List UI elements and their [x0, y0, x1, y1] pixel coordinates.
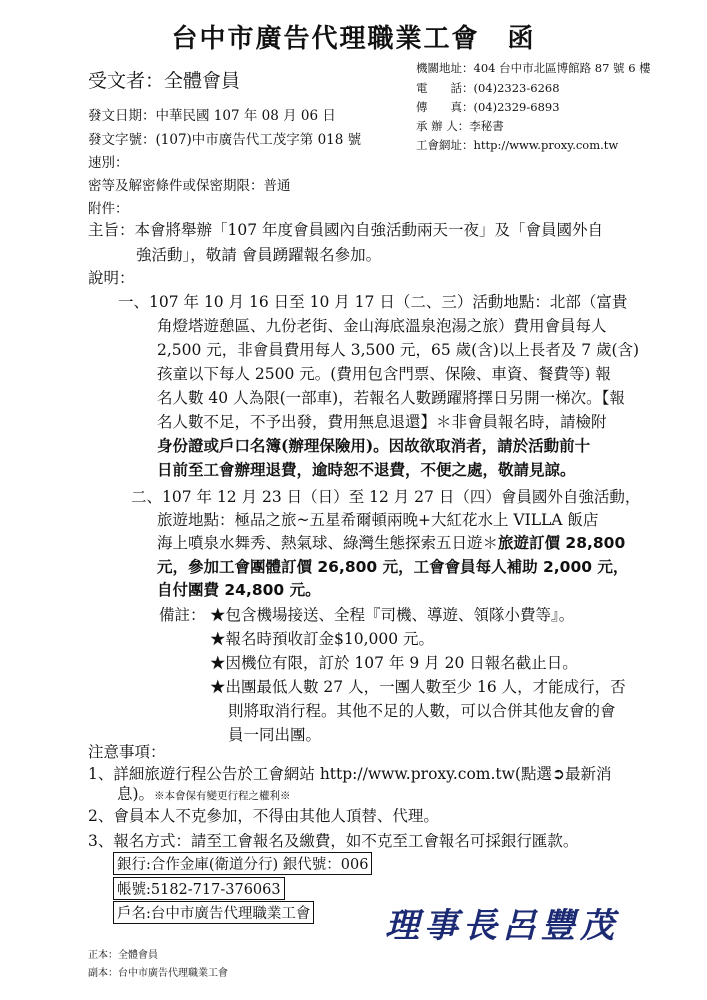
itinerary-note: ※本會保有變更行程之權利※	[154, 790, 291, 802]
item2-line-3-text: 海上噴泉水舞秀、熱氣球、綠灣生態探索五日遊＊	[157, 534, 499, 552]
item1-line-5: 名人數 40 人為限(一部車)，若報名人數踴躍將擇日另開一梯次。【報	[157, 389, 625, 407]
subject-line-2: 強活動」，敬請 會員踴躍報名參加。	[136, 246, 382, 264]
item1-line-4: 孩童以下每人 2500 元。(費用包含門票、保險、車資、餐費等) 報	[157, 365, 611, 383]
item2-line-3	[157, 531, 625, 553]
bank-account-box: 帳號:5182-717-376063	[113, 877, 285, 900]
item2-line-4: 元，參加工會團體訂價 26,800 元，工會會員每人補助 2,000 元，	[157, 558, 629, 576]
contact-website: 工會網址：http://www.proxy.com.tw	[416, 138, 619, 152]
website-link[interactable]: http://www.proxy.com.tw	[319, 765, 515, 783]
document-number: 發文字號：(107)中市廣告代工茂字第 018 號	[88, 132, 362, 148]
attention-label: 注意事項：	[88, 743, 166, 761]
item1-line-2: 角燈塔遊憩區、九份老街、金山海底溫泉泡湯之旅）費用會員每人	[157, 317, 607, 335]
note-2: ★報名時預收訂金$10,000 元。	[210, 630, 435, 648]
attention-item-2: 2、會員本人不克參加，不得由其他人頂替、代理。	[88, 807, 439, 825]
document-title: 台中市廣告代理職業工會 函	[171, 24, 536, 54]
item1-line-3: 2,500 元，非會員費用每人 3,500 元，65 歲(含)以上長者及 7 歲(含)	[157, 341, 640, 359]
attention-item-1	[88, 762, 611, 784]
contact-fax: 傳 真：(04)2329-6893	[416, 100, 560, 114]
item2-line-2: 旅遊地點：極品之旅~五星希爾頓兩晚+大紅花水上 VILLA 飯店	[157, 511, 599, 529]
attention-1-news: 最新消	[564, 765, 612, 783]
tour-price: 旅遊訂價 28,800	[498, 534, 626, 552]
attention-1-text: 1、詳細旅遊行程公告於工會網站	[88, 765, 315, 783]
recipient: 受文者：全體會員	[88, 70, 241, 92]
item2-line-5: 自付團費 24,800 元。	[157, 581, 321, 599]
contact-address: 機關地址：404 台中市北區博館路 87 號 6 樓	[416, 61, 651, 75]
secrecy-field: 密等及解密條件或保密期限：普通	[88, 178, 291, 194]
account-holder-box: 戶名:台中市廣告代理職業工會	[113, 901, 314, 924]
note-4-line-3: 員一同出團。	[228, 726, 322, 744]
bank-name-box: 銀行:合作金庫(衛道分行) 銀代號：006	[113, 852, 372, 875]
attention-1-click: (點選	[514, 765, 552, 783]
item1-line-6: 名人數不足，不予出發，費用無息退還】＊非會員報名時，請檢附	[157, 413, 607, 431]
note-4-line-2: 則將取消行程。其他不足的人數，可以合併其他友會的會	[228, 702, 616, 720]
item1-line-1: 一、107 年 10 月 16 日至 10 月 17 日（二、三）活動地點：北部（富貴	[118, 293, 628, 311]
item1-line-8: 日前至工會辦理退費，逾時恕不退費，不便之處，敬請見諒。	[157, 460, 576, 479]
explanation-label: 說明：	[88, 269, 135, 287]
attention-1-end: 息)。	[117, 785, 155, 803]
item1-line-7: 身份證或戶口名簿(辦理保險用)。因故欲取消者，請於活動前十	[157, 436, 591, 455]
subject-line-1: 主旨：本會將舉辦「107 年度會員國內自強活動兩天一夜」及「會員國外自	[88, 221, 604, 239]
contact-handler: 承 辦 人：李秘書	[416, 119, 504, 133]
footer-main-recipient: 正本：全體會員	[88, 950, 158, 961]
speed-field: 速別：	[88, 155, 129, 171]
arrow-icon: ➲	[551, 765, 565, 783]
note-3: ★因機位有限，訂於 107 年 9 月 20 日報名截止日。	[210, 654, 578, 672]
item2-line-1: 二、107 年 12 月 23 日（日）至 12 月 27 日（四）會員國外自強活動，	[131, 488, 641, 506]
contact-phone: 電 話：(04)2323-6268	[416, 81, 560, 95]
notes-label: 備註：	[159, 606, 206, 624]
chairman-signature-stamp: 理事長呂豐茂	[385, 906, 619, 946]
attention-item-3: 3、報名方式：請至工會報名及繳費，如不克至工會報名可採銀行匯款。	[88, 832, 579, 850]
attachment-field: 附件：	[88, 201, 129, 217]
attention-item-1-cont	[117, 782, 291, 804]
note-1: ★包含機場接送、全程『司機、導遊、領隊小費等』。	[210, 606, 575, 624]
issue-date: 發文日期：中華民國 107 年 08 月 06 日	[88, 108, 336, 124]
footer-copy-recipient: 副本：台中市廣告代理職業工會	[88, 968, 228, 979]
note-4-line-1: ★出團最低人數 27 人，一團人數至少 16 人，才能成行，否	[210, 678, 626, 696]
